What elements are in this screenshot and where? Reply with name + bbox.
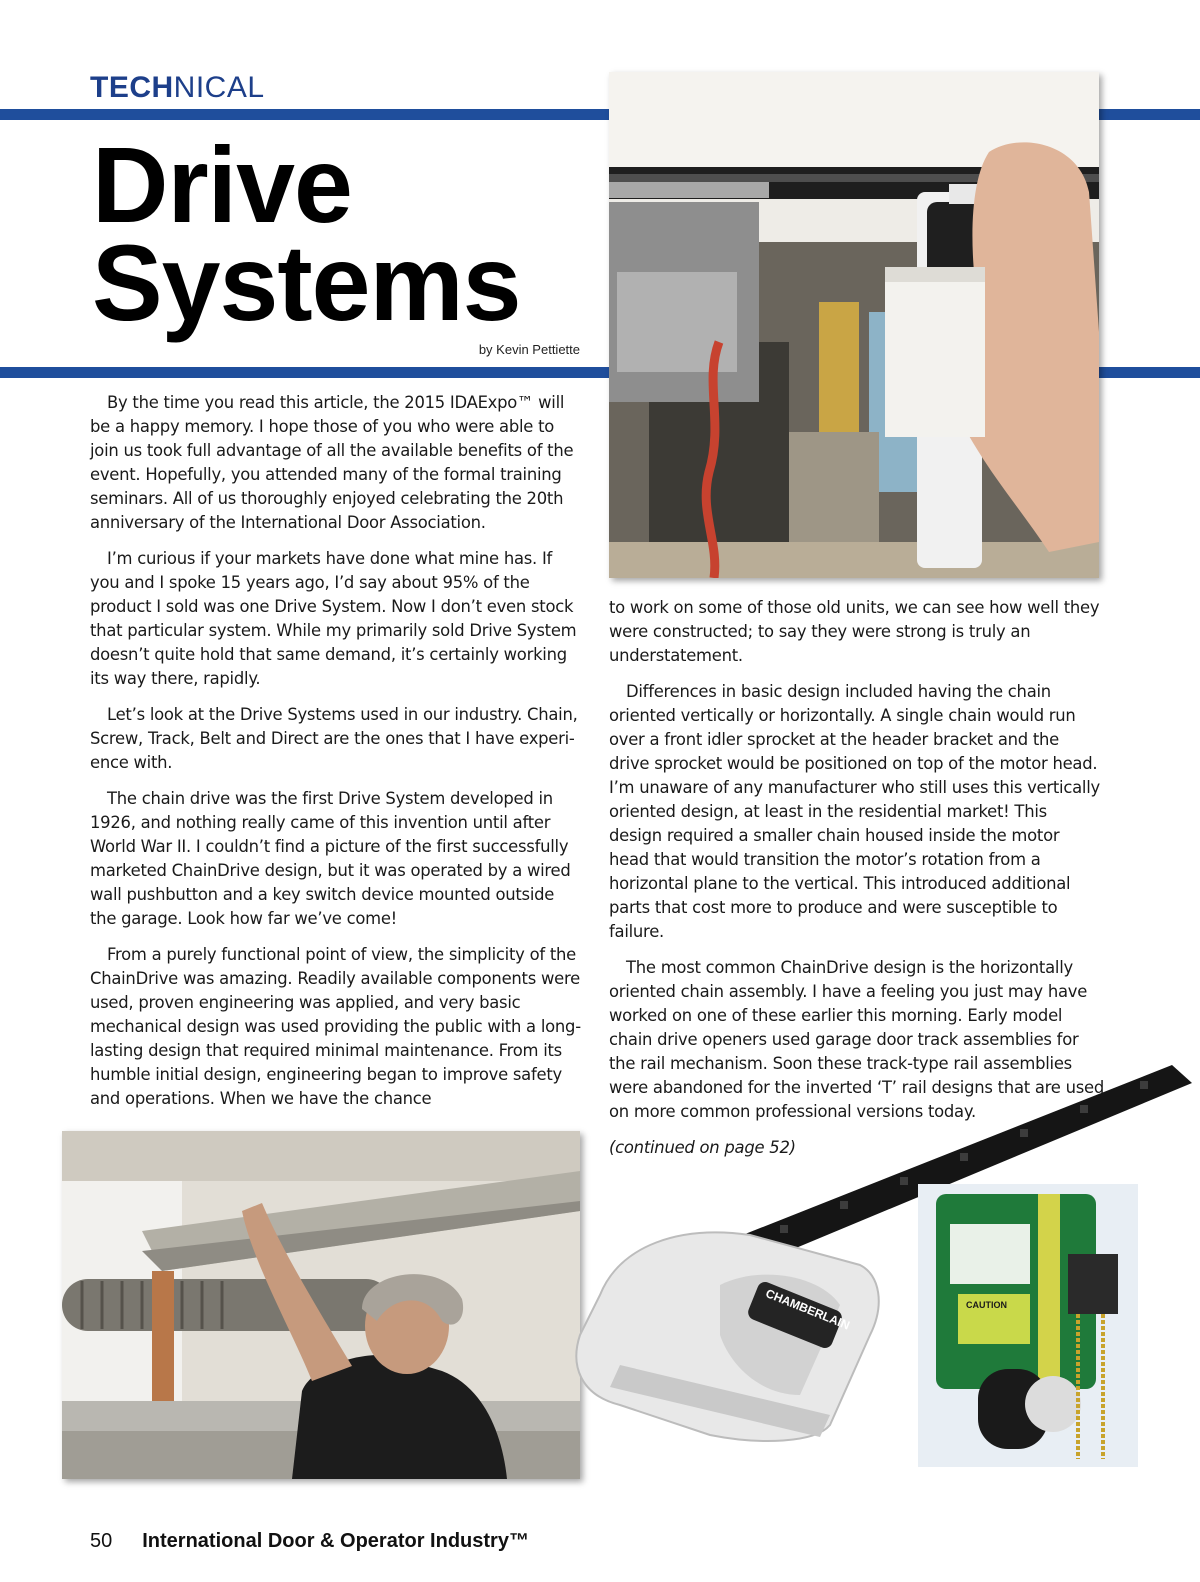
page-footer — [90, 1527, 529, 1555]
section-label-light: NICAL — [173, 71, 265, 104]
headline-line-2: Systems — [92, 222, 521, 343]
section-label-bold: TECH — [90, 71, 174, 104]
continued-note: (continued on page 52) — [609, 1138, 796, 1157]
jackshaft-opener-photo — [918, 1184, 1138, 1467]
paragraph: The chain drive was the first Drive System developed in 1926, and nothing really came of this invention until after World War II. I couldn’t find a picture of the first successfully marketed ChainDrive design, but it was operated by a wired wall pushbutton and a key switch device mounted outside the garage. Look how far we’ve come! — [90, 789, 571, 928]
jackshaft-opener-illustration — [918, 1184, 1138, 1467]
technician-photo — [62, 1131, 580, 1479]
spray-lubricant-illustration — [609, 72, 1099, 578]
caution-label: CAUTION — [966, 1300, 1007, 1310]
paragraph: The most common ChainDrive design is the horizontally oriented chain assembly. I have a feeling you just may have worked on one of these earlier this morning. Early model chain drive openers used garage door track assemblies for the rail mechanism. Soon these track-type rail assemblies were abandoned for the inverted ‘T’ rail designs that are used on more common professional versions today. — [609, 958, 1105, 1121]
section-label — [90, 68, 265, 108]
publication-name: International Door & Operator Industry™ — [142, 1530, 529, 1552]
paragraph: From a purely functional point of view, the simplicity of the ChainDrive was amazing. Readily available components were used, proven engineering was applied, and very basic mechanical design was used providing the public with a long-lasting design that required minimal maintenance. From its humble initial design, engineering began to improve safety and operations. When we have the chance — [90, 945, 581, 1108]
page-number: 50 — [90, 1530, 113, 1552]
article-column-left — [90, 391, 582, 1123]
paragraph: I’m curious if your markets have done what mine has. If you and I spoke 15 years ago, I’d say about 95% of the product I sold was one Drive System. Now I don’t even stock that particular system. While my primarily sold Drive System doesn’t quite hold that same demand, it’s certainly working its way there, rapidly. — [90, 549, 577, 688]
technician-illustration — [62, 1131, 580, 1479]
paragraph: Differences in basic design included having the chain oriented vertically or horizontally. A single chain would run over a front idler sprocket at the header bracket and the drive sprocket would be positioned on top of the motor head. I’m unaware of any manufacturer who still uses this vertically oriented design, at least in the residential market! This design required a smaller chain housed inside the motor head that would transition the motor’s rotation from a horizontal plane to the vertical. This introduced additional parts that cost more to produce and were susceptible to failure. — [609, 682, 1100, 941]
opener-brand-label: CHAMBERLAIN — [763, 1286, 852, 1333]
article-headline — [92, 124, 521, 343]
paragraph: to work on some of those old units, we can see how well they were constructed; to say they were strong is truly an understatement. — [609, 598, 1100, 665]
headline-line-1: Drive — [92, 124, 352, 245]
spray-lubricant-photo — [609, 72, 1099, 578]
paragraph: By the time you read this article, the 2015 IDAExpo™ will be a happy memory. I hope those of you who were able to join us took full advantage of all the available benefits of the event. Hopefully, you attended many of the formal training seminars. All of us thoroughly enjoyed celebrating the 20th anniversary of the International Door Association. — [90, 393, 574, 532]
paragraph: Let’s look at the Drive Systems used in our industry. Chain, Screw, Track, Belt and Direct are the ones that I have experi-ence with. — [90, 705, 578, 772]
byline: by Kevin Pettiette — [478, 342, 580, 357]
